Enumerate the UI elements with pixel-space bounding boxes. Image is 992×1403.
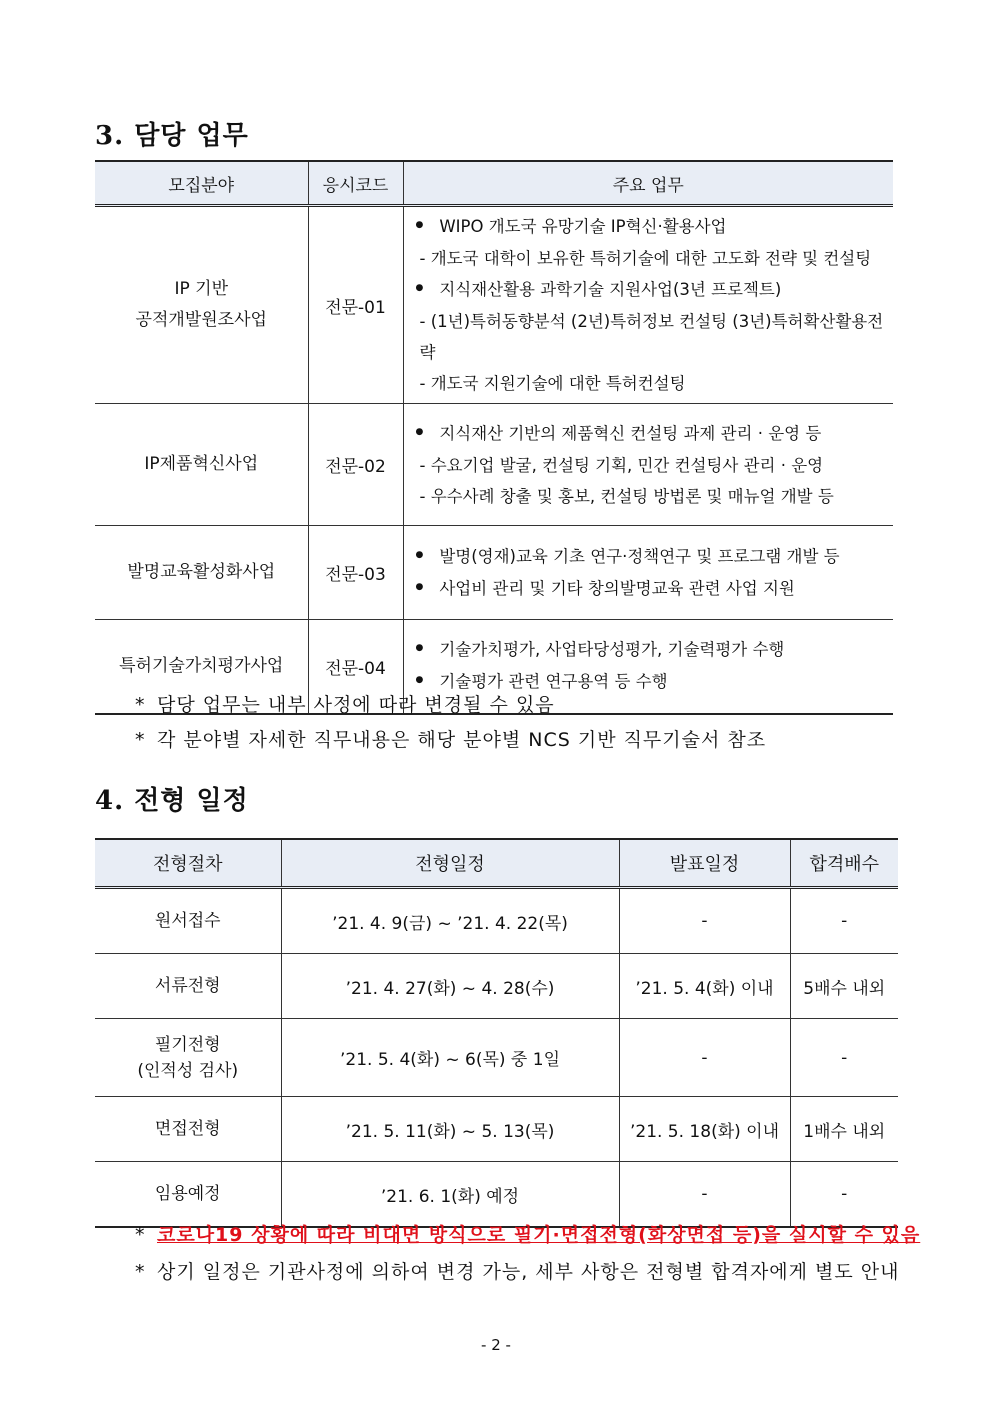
code-cell: 전문-03	[308, 526, 403, 620]
duty-detail-item: - 수요기업 발굴, 컨설팅 기획, 민간 컨설팅사 관리 · 운영	[419, 455, 824, 475]
duty-bullet-item: ● 사업비 관리 및 기타 창의발명교육 관련 사업 지원	[416, 573, 888, 605]
schedule-row	[95, 1019, 898, 1097]
field-line: IP 기반	[174, 279, 228, 299]
multiple-cell: -	[790, 888, 898, 954]
section-4-note-2	[135, 1257, 900, 1284]
announce-cell: -	[619, 1019, 790, 1097]
stage-line: (인적성 검사)	[137, 1060, 239, 1081]
note-text: 각 분야별 자세한 직무내용은 해당 분야별 NCS 기반 직무기술서 참조	[157, 729, 767, 751]
announce-cell: ’21. 5. 4(화) 이내	[619, 954, 790, 1019]
section-3-note-1	[135, 690, 555, 717]
field-line: 발명교육활성화사업	[127, 562, 276, 582]
code-cell: 전문-01	[308, 206, 403, 404]
section-4-note-1	[135, 1220, 920, 1247]
duty-detail-item: - 개도국 대학이 보유한 특허기술에 대한 고도화 전략 및 컨설팅	[419, 249, 872, 268]
duty-bullet-item: ● 발명(영재)교육 기초 연구·정책연구 및 프로그램 개발 등	[416, 541, 888, 573]
header-stage: 전형절차	[95, 839, 281, 888]
multiple-cell: -	[790, 1019, 898, 1097]
note-marker: *	[135, 1261, 146, 1283]
stage-cell	[95, 1162, 281, 1228]
header-field: 모집분야	[95, 161, 308, 206]
schedule-row	[95, 954, 898, 1019]
stage-line: 면접전형	[154, 1119, 221, 1139]
stage-cell	[95, 1019, 281, 1097]
code-cell: 전문-04	[308, 620, 403, 714]
schedule-table	[95, 838, 898, 1228]
page-number: - 2 -	[481, 1336, 511, 1354]
stage-cell	[95, 954, 281, 1019]
duty-detail-item: - (1년)특허동향분석 (2년)특허정보 컨설팅 (3년)특허확산활용전략	[419, 312, 884, 362]
schedule-cell: ’21. 4. 9(금) ~ ’21. 4. 22(목)	[281, 888, 619, 954]
field-line: 특허기술가치평가사업	[119, 655, 284, 676]
note-text: 상기 일정은 기관사정에 의하여 변경 가능, 세부 사항은 전형별 합격자에게 별도 안내	[157, 1261, 900, 1283]
duties-table-header	[95, 161, 893, 206]
multiple-cell: 1배수 내외	[790, 1097, 898, 1162]
section-3-note-2	[135, 725, 766, 752]
header-duties: 주요 업무	[403, 161, 893, 206]
field-line: 공적개발원조사업	[135, 310, 267, 330]
duty-bullet-item: ● WIPO 개도국 유망기술 IP혁신·활용사업	[416, 211, 888, 243]
schedule-row	[95, 1162, 898, 1228]
schedule-cell: ’21. 6. 1(화) 예정	[281, 1162, 619, 1228]
note-marker: *	[135, 694, 146, 716]
duties-row	[95, 404, 893, 526]
field-line: IP제품혁신사업	[144, 454, 259, 474]
duties-row	[95, 526, 893, 620]
duties-cell	[403, 404, 893, 526]
duty-bullet-item: ● 기술평가 관련 연구용역 등 수행	[416, 666, 888, 698]
duties-cell	[403, 526, 893, 620]
field-cell	[95, 404, 308, 526]
duties-row	[95, 206, 893, 404]
note-text: 코로나19 상황에 따라 비대면 방식으로 필기·면접전형(화상면접 등)을 실시할 수 있음	[157, 1224, 921, 1246]
duty-bullet-item: ● 지식재산활용 과학기술 지원사업(3년 프로젝트)	[416, 274, 888, 306]
duty-bullet-item: ● 기술가치평가, 사업타당성평가, 기술력평가 수행	[416, 634, 888, 666]
note-marker: *	[135, 729, 146, 751]
section-4-title: 4. 전형 일정	[95, 786, 249, 816]
field-cell	[95, 526, 308, 620]
stage-cell	[95, 888, 281, 954]
duty-detail-item: - 개도국 지원기술에 대한 특허컨설팅	[419, 374, 686, 393]
duties-table	[95, 160, 893, 715]
code-cell: 전문-02	[308, 404, 403, 526]
header-code: 응시코드	[308, 161, 403, 206]
stage-line: 원서접수	[154, 911, 221, 931]
schedule-row	[95, 1097, 898, 1162]
announce-cell: ’21. 5. 18(화) 이내	[619, 1097, 790, 1162]
schedule-row	[95, 888, 898, 954]
multiple-cell: 5배수 내외	[790, 954, 898, 1019]
schedule-cell: ’21. 4. 27(화) ~ 4. 28(수)	[281, 954, 619, 1019]
schedule-cell: ’21. 5. 11(화) ~ 5. 13(목)	[281, 1097, 619, 1162]
duty-bullet-item: ● 지식재산 기반의 제품혁신 컨설팅 과제 관리 · 운영 등	[416, 418, 888, 450]
duty-detail-item: - 우수사례 창출 및 홍보, 컨설팅 방법론 및 매뉴얼 개발 등	[419, 486, 834, 506]
schedule-table-header	[95, 839, 898, 888]
announce-cell: -	[619, 1162, 790, 1228]
multiple-cell: -	[790, 1162, 898, 1228]
announce-cell: -	[619, 888, 790, 954]
field-cell	[95, 206, 308, 404]
header-announce: 발표일정	[619, 839, 790, 888]
duties-cell	[403, 206, 893, 404]
schedule-cell: ’21. 5. 4(화) ~ 6(목) 중 1일	[281, 1019, 619, 1097]
note-text: 담당 업무는 내부 사정에 따라 변경될 수 있음	[157, 694, 555, 716]
note-marker: *	[135, 1224, 146, 1246]
stage-cell	[95, 1097, 281, 1162]
stage-line: 임용예정	[154, 1184, 221, 1204]
header-multiple: 합격배수	[790, 839, 898, 888]
stage-line: 서류전형	[154, 976, 221, 996]
section-3-title: 3. 담당 업무	[95, 121, 249, 151]
header-schedule: 전형일정	[281, 839, 619, 888]
stage-line: 필기전형	[154, 1034, 221, 1055]
